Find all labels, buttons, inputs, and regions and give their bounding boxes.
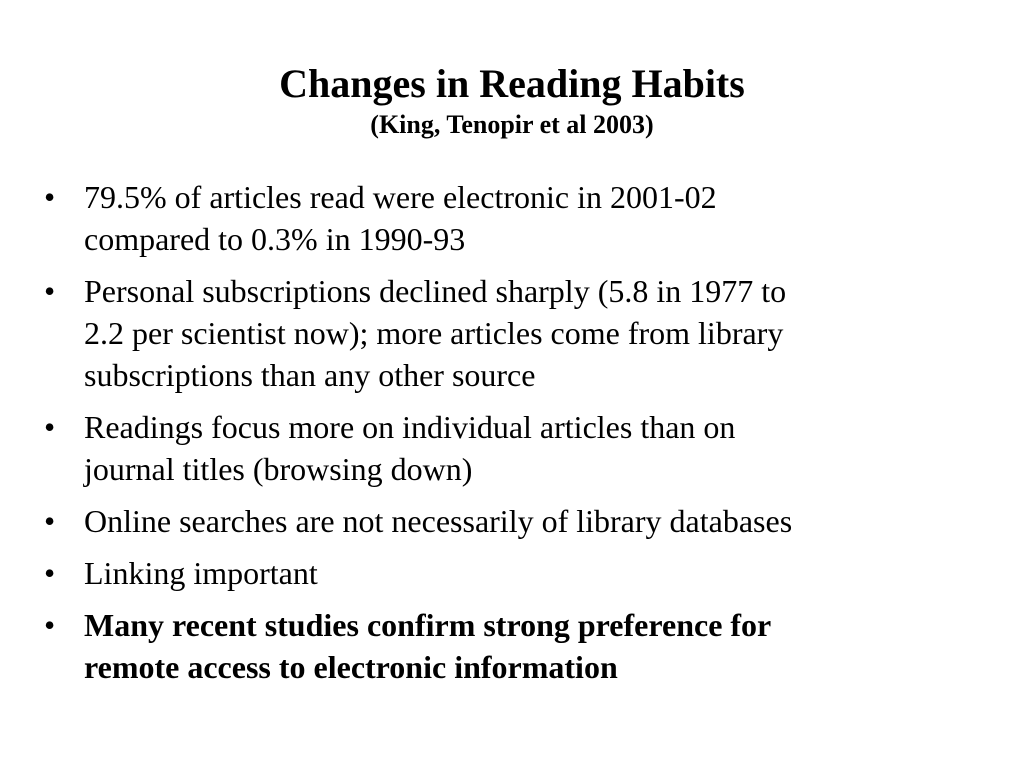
title-block xyxy=(0,60,1024,142)
bullet-item xyxy=(40,500,990,542)
bullet-item xyxy=(40,552,990,594)
bullet-item xyxy=(40,406,990,490)
bullet-icon: • xyxy=(44,409,56,445)
bullet-line: Personal subscriptions declined sharply (5.8 in 1977 to xyxy=(84,273,787,309)
bullet-line: Linking important xyxy=(84,555,318,591)
bullet-list xyxy=(40,176,990,698)
bullet-line: 79.5% of articles read were electronic in 2001-02 xyxy=(84,179,717,215)
bullet-item xyxy=(40,270,990,396)
slide-subtitle: (King, Tenopir et al 2003) xyxy=(370,110,654,139)
bullet-line: 2.2 per scientist now); more articles come from library xyxy=(84,315,784,351)
bullet-item xyxy=(40,176,990,260)
bullet-line: remote access to electronic information xyxy=(84,649,618,685)
bullet-line: Online searches are not necessarily of library databases xyxy=(84,503,793,539)
bullet-line: Many recent studies confirm strong preference for xyxy=(84,607,772,643)
bullet-line: journal titles (browsing down) xyxy=(84,451,473,487)
bullet-line: compared to 0.3% in 1990-93 xyxy=(84,221,466,257)
bullet-icon: • xyxy=(44,273,56,309)
bullet-line: subscriptions than any other source xyxy=(84,357,536,393)
bullet-icon: • xyxy=(44,555,56,591)
slide-title: Changes in Reading Habits xyxy=(279,61,745,106)
bullet-line: Readings focus more on individual articles than on xyxy=(84,409,736,445)
bullet-icon: • xyxy=(44,179,56,215)
bullet-item-emphasis xyxy=(40,604,990,688)
bullet-icon: • xyxy=(44,607,56,643)
bullet-icon: • xyxy=(44,503,56,539)
